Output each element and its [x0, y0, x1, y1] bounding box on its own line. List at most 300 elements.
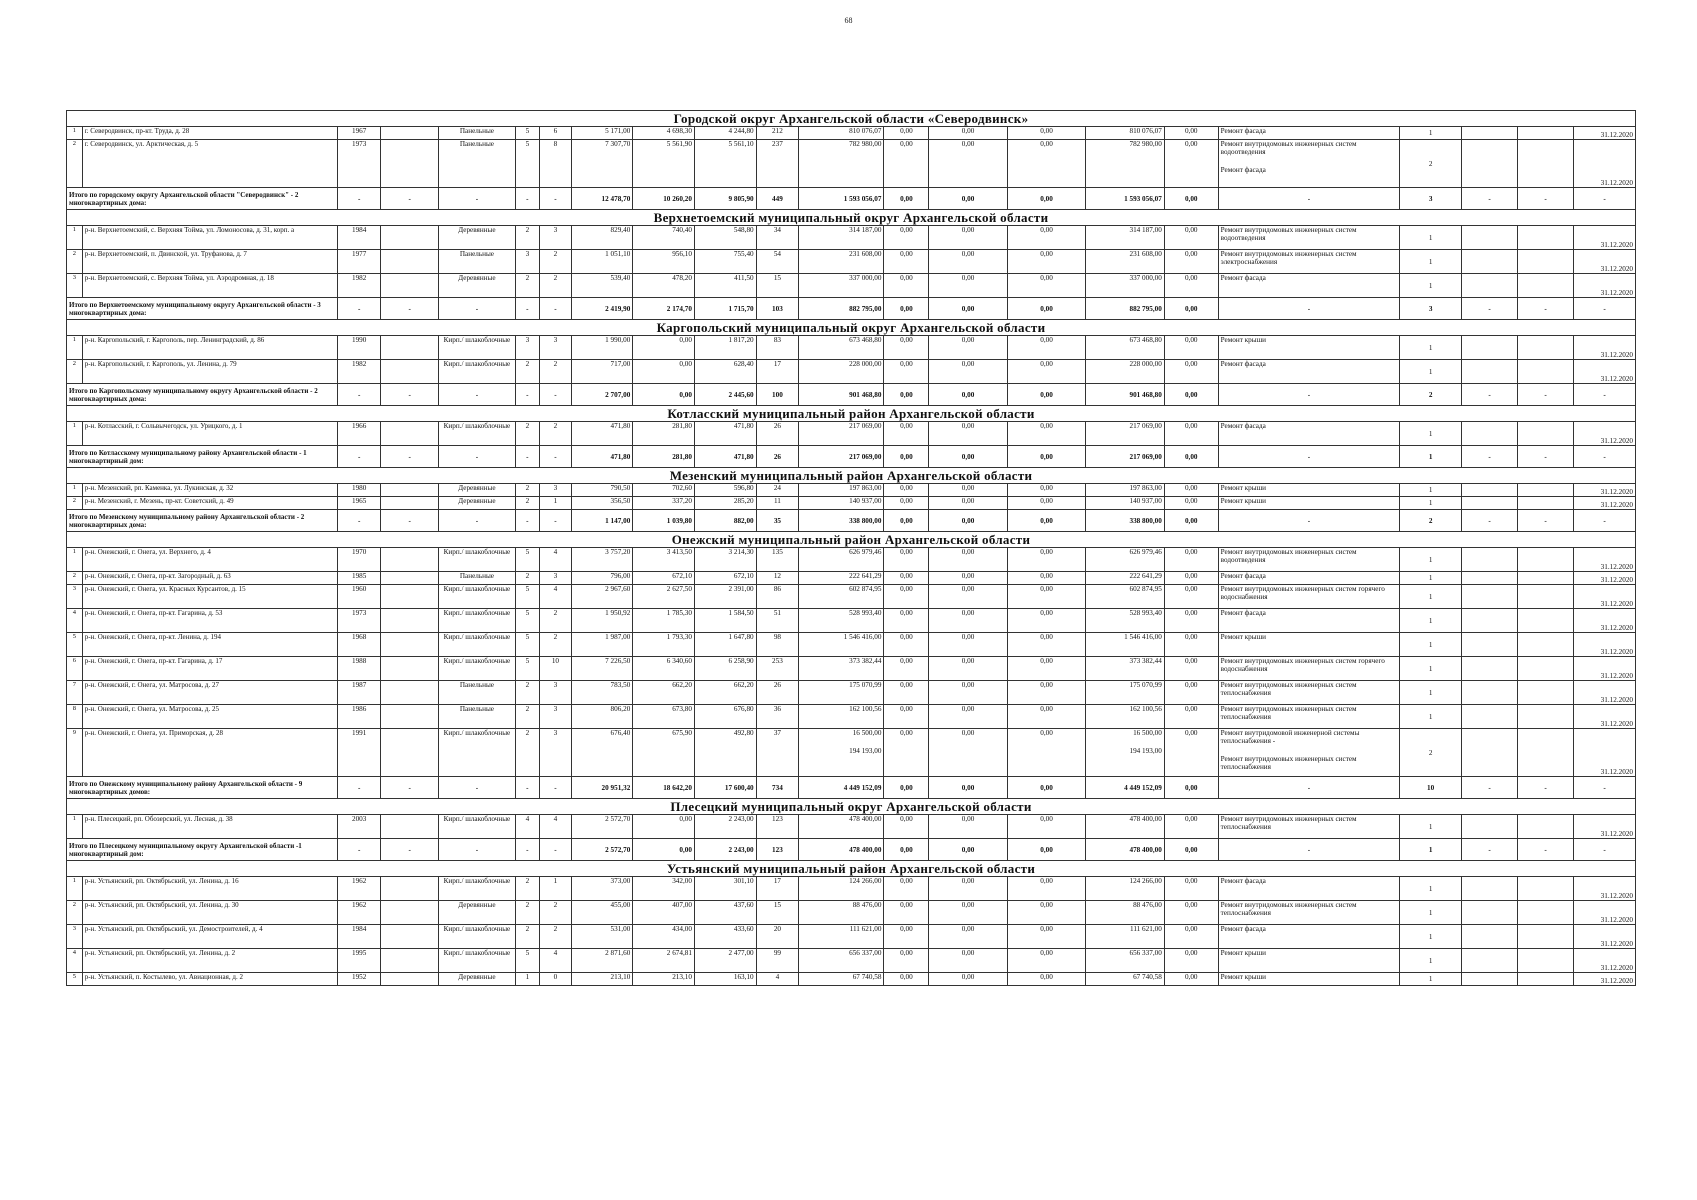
row-number: 2	[67, 572, 83, 585]
work-type: Ремонт внутридомовых инженерных систем горячего водоснабжения	[1218, 657, 1400, 681]
fund-federal: 0,00	[884, 226, 929, 250]
build-year: 1962	[338, 901, 381, 925]
total-dash: -	[1461, 839, 1517, 861]
wall-material: Панельные	[439, 705, 515, 729]
total-dash: -	[439, 298, 515, 320]
floors: 4	[515, 815, 540, 839]
living-area: 673,80	[633, 705, 695, 729]
build-year: 1980	[338, 484, 381, 497]
fund-other: 0,00	[1164, 633, 1218, 657]
work-count: 1	[1400, 609, 1462, 633]
fund-owners: 88 476,00	[1086, 901, 1165, 925]
residents-count: 34	[756, 226, 799, 250]
total-dash: -	[380, 298, 438, 320]
fund-federal-sum: 0,00	[884, 446, 929, 468]
total-dash: -	[1218, 839, 1400, 861]
work-count-sum: 2	[1400, 384, 1462, 406]
extra-col-a	[1461, 497, 1517, 510]
total-dash: -	[540, 384, 571, 406]
fund-other: 0,00	[1164, 484, 1218, 497]
residential-area: 285,20	[694, 497, 756, 510]
fund-local: 0,00	[1007, 250, 1086, 274]
fund-owners: 162 100,56	[1086, 705, 1165, 729]
fund-local-sum: 0,00	[1007, 446, 1086, 468]
work-type-first: Ремонт внутридомовой инженерной системы теплоснабжения -	[1220, 729, 1360, 745]
fund-regional-sum: 0,00	[929, 188, 1008, 210]
extra-col-a	[1461, 877, 1517, 901]
fund-local: 0,00	[1007, 497, 1086, 510]
address: р-н. Каргопольский, г. Каргополь, ул. Ленина, д. 79	[82, 360, 338, 384]
fund-regional: 0,00	[929, 585, 1008, 609]
reserved-cell	[380, 925, 438, 949]
total-dash: -	[1518, 298, 1574, 320]
total-dash: -	[1574, 839, 1636, 861]
entrances: 3	[540, 226, 571, 250]
residential-area: 2 243,00	[694, 815, 756, 839]
residents-count: 15	[756, 901, 799, 925]
address: р-н. Устьянский, рп. Октябрьский, ул. Ленина, д. 2	[82, 949, 338, 973]
entrances: 3	[540, 705, 571, 729]
extra-col-a	[1461, 657, 1517, 681]
extra-col-b	[1518, 140, 1574, 188]
table-row	[67, 226, 1636, 250]
deadline-date: 31.12.2020	[1574, 422, 1636, 446]
repair-cost: 810 076,07	[799, 127, 884, 140]
extra-col-a	[1461, 633, 1517, 657]
work-type: Ремонт крыши	[1218, 484, 1400, 497]
total-dash: -	[1461, 188, 1517, 210]
total-area: 676,40	[571, 729, 633, 777]
floors: 2	[515, 729, 540, 777]
repair-cost-sum: 217 069,00	[799, 446, 884, 468]
fund-regional: 0,00	[929, 925, 1008, 949]
work-count-sum: 10	[1400, 777, 1462, 799]
work-type: Ремонт фасада	[1218, 877, 1400, 901]
fund-other: 0,00	[1164, 127, 1218, 140]
residents-count: 37	[756, 729, 799, 777]
total-area: 531,00	[571, 925, 633, 949]
total-area: 1 051,10	[571, 250, 633, 274]
total-area: 783,50	[571, 681, 633, 705]
fund-other: 0,00	[1164, 336, 1218, 360]
repair-cost: 140 937,00	[799, 497, 884, 510]
build-year: 1986	[338, 705, 381, 729]
residents-count: 237	[756, 140, 799, 188]
reserved-cell	[380, 548, 438, 572]
fund-local: 0,00	[1007, 360, 1086, 384]
reserved-cell	[380, 250, 438, 274]
address: р-н. Онежский, г. Онега, ул. Матросова, д. 25	[82, 705, 338, 729]
fund-other: 0,00	[1164, 360, 1218, 384]
living-area: 956,10	[633, 250, 695, 274]
row-number: 2	[67, 497, 83, 510]
address: р-н. Устьянский, п. Костылево, ул. Авиационная, д. 2	[82, 973, 338, 986]
total-area-sum: 2 707,00	[571, 384, 633, 406]
extra-col-a	[1461, 681, 1517, 705]
fund-local: 0,00	[1007, 572, 1086, 585]
total-area: 356,50	[571, 497, 633, 510]
residential-area: 5 561,10	[694, 140, 756, 188]
repair-cost: 602 874,95	[799, 585, 884, 609]
floors: 2	[515, 572, 540, 585]
section-total-row	[67, 384, 1636, 406]
extra-col-b	[1518, 681, 1574, 705]
extra-col-a	[1461, 925, 1517, 949]
table-row	[67, 140, 1636, 188]
table-row	[67, 497, 1636, 510]
table-row	[67, 422, 1636, 446]
total-area: 471,80	[571, 422, 633, 446]
section-total-row	[67, 839, 1636, 861]
row-number: 6	[67, 657, 83, 681]
table-row	[67, 127, 1636, 140]
fund-other: 0,00	[1164, 681, 1218, 705]
repair-cost: 528 993,40	[799, 609, 884, 633]
repair-cost-sum: 901 468,80	[799, 384, 884, 406]
fund-other: 0,00	[1164, 949, 1218, 973]
work-type: Ремонт фасада	[1218, 925, 1400, 949]
work-type-second: Ремонт фасада	[1220, 166, 1266, 174]
living-area: 213,10	[633, 973, 695, 986]
section-header-row	[67, 861, 1636, 877]
reserved-cell	[380, 484, 438, 497]
address: р-н. Устьянский, рп. Октябрьский, ул. Ленина, д. 30	[82, 901, 338, 925]
fund-owners: 222 641,29	[1086, 572, 1165, 585]
fund-owners: 673 468,80	[1086, 336, 1165, 360]
total-dash: -	[1218, 298, 1400, 320]
total-dash: -	[515, 510, 540, 532]
fund-regional-sum: 0,00	[929, 446, 1008, 468]
wall-material: Деревянные	[439, 901, 515, 925]
build-year: 1968	[338, 633, 381, 657]
build-year: 2003	[338, 815, 381, 839]
build-year: 1973	[338, 609, 381, 633]
fund-regional: 0,00	[929, 681, 1008, 705]
table-row	[67, 657, 1636, 681]
fund-federal-sum: 0,00	[884, 384, 929, 406]
living-area-sum: 18 642,20	[633, 777, 695, 799]
wall-material: Панельные	[439, 572, 515, 585]
build-year: 1995	[338, 949, 381, 973]
extra-col-b	[1518, 633, 1574, 657]
extra-col-b	[1518, 497, 1574, 510]
work-count: 1	[1400, 422, 1462, 446]
floors: 3	[515, 250, 540, 274]
total-dash: -	[439, 839, 515, 861]
total-dash: -	[439, 446, 515, 468]
fund-other: 0,00	[1164, 226, 1218, 250]
total-dash: -	[1218, 777, 1400, 799]
address: р-н. Верхнетоемский, с. Верхняя Тойма, ул. Ломоносова, д. 31, корп. а	[82, 226, 338, 250]
work-count: 1	[1400, 250, 1462, 274]
wall-material: Панельные	[439, 140, 515, 188]
total-area: 790,50	[571, 484, 633, 497]
total-area-sum: 20 951,32	[571, 777, 633, 799]
total-dash: -	[1461, 298, 1517, 320]
living-area: 0,00	[633, 336, 695, 360]
address: р-н. Верхнетоемский, с. Верхняя Тойма, ул. Аэродромная, д. 18	[82, 274, 338, 298]
address: р-н. Онежский, г. Онега, ул. Верхнего, д. 4	[82, 548, 338, 572]
fund-regional: 0,00	[929, 250, 1008, 274]
fund-other-sum: 0,00	[1164, 298, 1218, 320]
living-area: 5 561,90	[633, 140, 695, 188]
floors: 5	[515, 657, 540, 681]
fund-regional: 0,00	[929, 609, 1008, 633]
floors: 2	[515, 901, 540, 925]
extra-col-b	[1518, 360, 1574, 384]
entrances: 2	[540, 925, 571, 949]
wall-material: Панельные	[439, 250, 515, 274]
entrances: 8	[540, 140, 571, 188]
row-number: 1	[67, 336, 83, 360]
total-area: 2 572,70	[571, 815, 633, 839]
work-count: 1	[1400, 705, 1462, 729]
fund-regional: 0,00	[929, 729, 1008, 777]
fund-local: 0,00	[1007, 609, 1086, 633]
total-dash: -	[1461, 510, 1517, 532]
extra-col-a	[1461, 250, 1517, 274]
total-area-sum: 2 572,70	[571, 839, 633, 861]
residents-sum: 35	[756, 510, 799, 532]
fund-owners: 337 000,00	[1086, 274, 1165, 298]
row-number: 1	[67, 422, 83, 446]
deadline-date: 31.12.2020	[1574, 336, 1636, 360]
repair-cost: 373 382,44	[799, 657, 884, 681]
build-year: 1977	[338, 250, 381, 274]
build-year: 1987	[338, 681, 381, 705]
entrances: 1	[540, 497, 571, 510]
fund-owners: 373 382,44	[1086, 657, 1165, 681]
entrances: 4	[540, 585, 571, 609]
fund-local: 0,00	[1007, 585, 1086, 609]
address: р-н. Мезенский, г. Мезень, пр-кт. Советский, д. 49	[82, 497, 338, 510]
total-dash: -	[1218, 188, 1400, 210]
residential-area: 662,20	[694, 681, 756, 705]
work-type: Ремонт фасада	[1218, 274, 1400, 298]
section-title: Котласский муниципальный район Архангельской области	[67, 406, 1636, 422]
work-type: Ремонт фасада	[1218, 360, 1400, 384]
total-dash: -	[338, 298, 381, 320]
fund-other: 0,00	[1164, 274, 1218, 298]
living-area: 675,90	[633, 729, 695, 777]
reserved-cell	[380, 497, 438, 510]
deadline-date: 31.12.2020	[1574, 140, 1636, 188]
fund-owners: 231 608,00	[1086, 250, 1165, 274]
fund-regional-sum: 0,00	[929, 839, 1008, 861]
fund-regional: 0,00	[929, 548, 1008, 572]
section-header-row	[67, 111, 1636, 127]
fund-owners-sum: 217 069,00	[1086, 446, 1165, 468]
reserved-cell	[380, 633, 438, 657]
work-count-sum: 2	[1400, 510, 1462, 532]
residents-sum: 100	[756, 384, 799, 406]
address: р-н. Устьянский, рп. Октябрьский, ул. Демостроителей, д. 4	[82, 925, 338, 949]
deadline-date: 31.12.2020	[1574, 705, 1636, 729]
fund-other: 0,00	[1164, 585, 1218, 609]
work-type-first: Ремонт внутридомовых инженерных систем водоотведения	[1220, 140, 1357, 156]
fund-other-sum: 0,00	[1164, 777, 1218, 799]
fund-federal: 0,00	[884, 484, 929, 497]
reserved-cell	[380, 585, 438, 609]
build-year: 1965	[338, 497, 381, 510]
floors: 2	[515, 681, 540, 705]
entrances: 3	[540, 336, 571, 360]
row-number: 1	[67, 127, 83, 140]
fund-regional: 0,00	[929, 949, 1008, 973]
extra-col-b	[1518, 250, 1574, 274]
page-number: 68	[844, 16, 853, 25]
work-type: Ремонт внутридомовых инженерных систем водоотведения	[1218, 548, 1400, 572]
total-dash: -	[380, 777, 438, 799]
work-type-second: Ремонт внутридомовых инженерных систем теплоснабжения	[1220, 755, 1357, 771]
extra-col-a	[1461, 336, 1517, 360]
fund-local: 0,00	[1007, 877, 1086, 901]
address: г. Северодвинск, пр-кт. Труда, д. 28	[82, 127, 338, 140]
total-dash: -	[1218, 446, 1400, 468]
total-dash: -	[540, 839, 571, 861]
extra-col-a	[1461, 705, 1517, 729]
table-row	[67, 633, 1636, 657]
total-dash: -	[1518, 384, 1574, 406]
fund-other: 0,00	[1164, 657, 1218, 681]
address: р-н. Онежский, г. Онега, пр-кт. Гагарина, д. 53	[82, 609, 338, 633]
section-total-row	[67, 446, 1636, 468]
living-area: 342,00	[633, 877, 695, 901]
fund-federal: 0,00	[884, 140, 929, 188]
table-body	[67, 111, 1636, 986]
repair-cost-sum: 478 400,00	[799, 839, 884, 861]
build-year: 1970	[338, 548, 381, 572]
deadline-date: 31.12.2020	[1574, 360, 1636, 384]
housing-repair-table	[66, 110, 1636, 986]
residents-count: 253	[756, 657, 799, 681]
table-row	[67, 484, 1636, 497]
extra-col-a	[1461, 360, 1517, 384]
fund-other: 0,00	[1164, 548, 1218, 572]
floors: 3	[515, 336, 540, 360]
deadline-date: 31.12.2020	[1574, 949, 1636, 973]
extra-col-b	[1518, 705, 1574, 729]
fund-owners-second: 194 193,00	[1129, 747, 1162, 755]
extra-col-a	[1461, 548, 1517, 572]
fund-other: 0,00	[1164, 572, 1218, 585]
living-area: 740,40	[633, 226, 695, 250]
build-year: 1973	[338, 140, 381, 188]
deadline-date: 31.12.2020	[1574, 681, 1636, 705]
residential-area: 596,80	[694, 484, 756, 497]
repair-cost: 337 000,00	[799, 274, 884, 298]
entrances: 2	[540, 274, 571, 298]
fund-owners: 602 874,95	[1086, 585, 1165, 609]
work-type: Ремонт внутридомовых инженерных систем горячего водоснабжения	[1218, 585, 1400, 609]
section-total-label: Итого по городскому округу Архангельской области "Северодвинск" - 2 многоквартирных дома:	[67, 188, 338, 210]
fund-owners: 217 069,00	[1086, 422, 1165, 446]
deadline-date: 31.12.2020	[1574, 250, 1636, 274]
total-dash: -	[515, 384, 540, 406]
extra-col-a	[1461, 815, 1517, 839]
living-area-sum: 2 174,70	[633, 298, 695, 320]
entrances: 10	[540, 657, 571, 681]
fund-local-sum: 0,00	[1007, 298, 1086, 320]
total-dash: -	[540, 298, 571, 320]
fund-federal: 0,00	[884, 681, 929, 705]
extra-col-a	[1461, 973, 1517, 986]
entrances: 4	[540, 949, 571, 973]
work-count: 1	[1400, 949, 1462, 973]
residential-area-sum: 471,80	[694, 446, 756, 468]
floors: 5	[515, 585, 540, 609]
reserved-cell	[380, 657, 438, 681]
living-area: 662,20	[633, 681, 695, 705]
table-row	[67, 681, 1636, 705]
total-area: 3 757,20	[571, 548, 633, 572]
residents-sum: 123	[756, 839, 799, 861]
repair-cost: 217 069,00	[799, 422, 884, 446]
reserved-cell	[380, 901, 438, 925]
wall-material: Деревянные	[439, 274, 515, 298]
total-area-sum: 471,80	[571, 446, 633, 468]
fund-owners: 626 979,46	[1086, 548, 1165, 572]
work-type: Ремонт внутридомовых инженерных систем теплоснабжения	[1218, 681, 1400, 705]
extra-col-a	[1461, 422, 1517, 446]
table-row	[67, 877, 1636, 901]
extra-col-a	[1461, 609, 1517, 633]
living-area-sum: 0,00	[633, 839, 695, 861]
work-count: 1	[1400, 336, 1462, 360]
row-number: 1	[67, 548, 83, 572]
entrances: 1	[540, 877, 571, 901]
build-year: 1962	[338, 877, 381, 901]
total-dash: -	[540, 777, 571, 799]
living-area: 407,00	[633, 901, 695, 925]
residents-sum: 26	[756, 446, 799, 468]
residents-count: 24	[756, 484, 799, 497]
repair-cost: 222 641,29	[799, 572, 884, 585]
reserved-cell	[380, 681, 438, 705]
total-dash: -	[380, 446, 438, 468]
residential-area: 301,10	[694, 877, 756, 901]
residents-count: 51	[756, 609, 799, 633]
work-count: 1	[1400, 877, 1462, 901]
housing-repair-table-sheet	[66, 110, 1636, 986]
residents-count: 4	[756, 973, 799, 986]
deadline-date: 31.12.2020	[1574, 729, 1636, 777]
address: р-н. Каргопольский, г. Каргополь, пер. Ленинградский, д. 86	[82, 336, 338, 360]
living-area: 1 793,30	[633, 633, 695, 657]
fund-other: 0,00	[1164, 901, 1218, 925]
repair-cost: 478 400,00	[799, 815, 884, 839]
fund-federal: 0,00	[884, 336, 929, 360]
work-count: 1	[1400, 274, 1462, 298]
fund-owners-sum: 338 800,00	[1086, 510, 1165, 532]
repair-cost: 228 000,00	[799, 360, 884, 384]
build-year: 1952	[338, 973, 381, 986]
work-type: Ремонт внутридомовых инженерных систем водоотведения	[1218, 226, 1400, 250]
reserved-cell	[380, 877, 438, 901]
repair-cost: 124 266,00	[799, 877, 884, 901]
row-number: 2	[67, 140, 83, 188]
total-dash: -	[1218, 384, 1400, 406]
section-title: Каргопольский муниципальный округ Архангельской области	[67, 320, 1636, 336]
extra-col-a	[1461, 226, 1517, 250]
total-area: 1 950,92	[571, 609, 633, 633]
fund-other: 0,00	[1164, 705, 1218, 729]
fund-local: 0,00	[1007, 484, 1086, 497]
fund-owners-sum: 478 400,00	[1086, 839, 1165, 861]
section-total-label: Итого по Онежскому муниципальному району Архангельской области - 9 многоквартирных домов:	[67, 777, 338, 799]
deadline-date: 31.12.2020	[1574, 127, 1636, 140]
fund-local: 0,00	[1007, 815, 1086, 839]
